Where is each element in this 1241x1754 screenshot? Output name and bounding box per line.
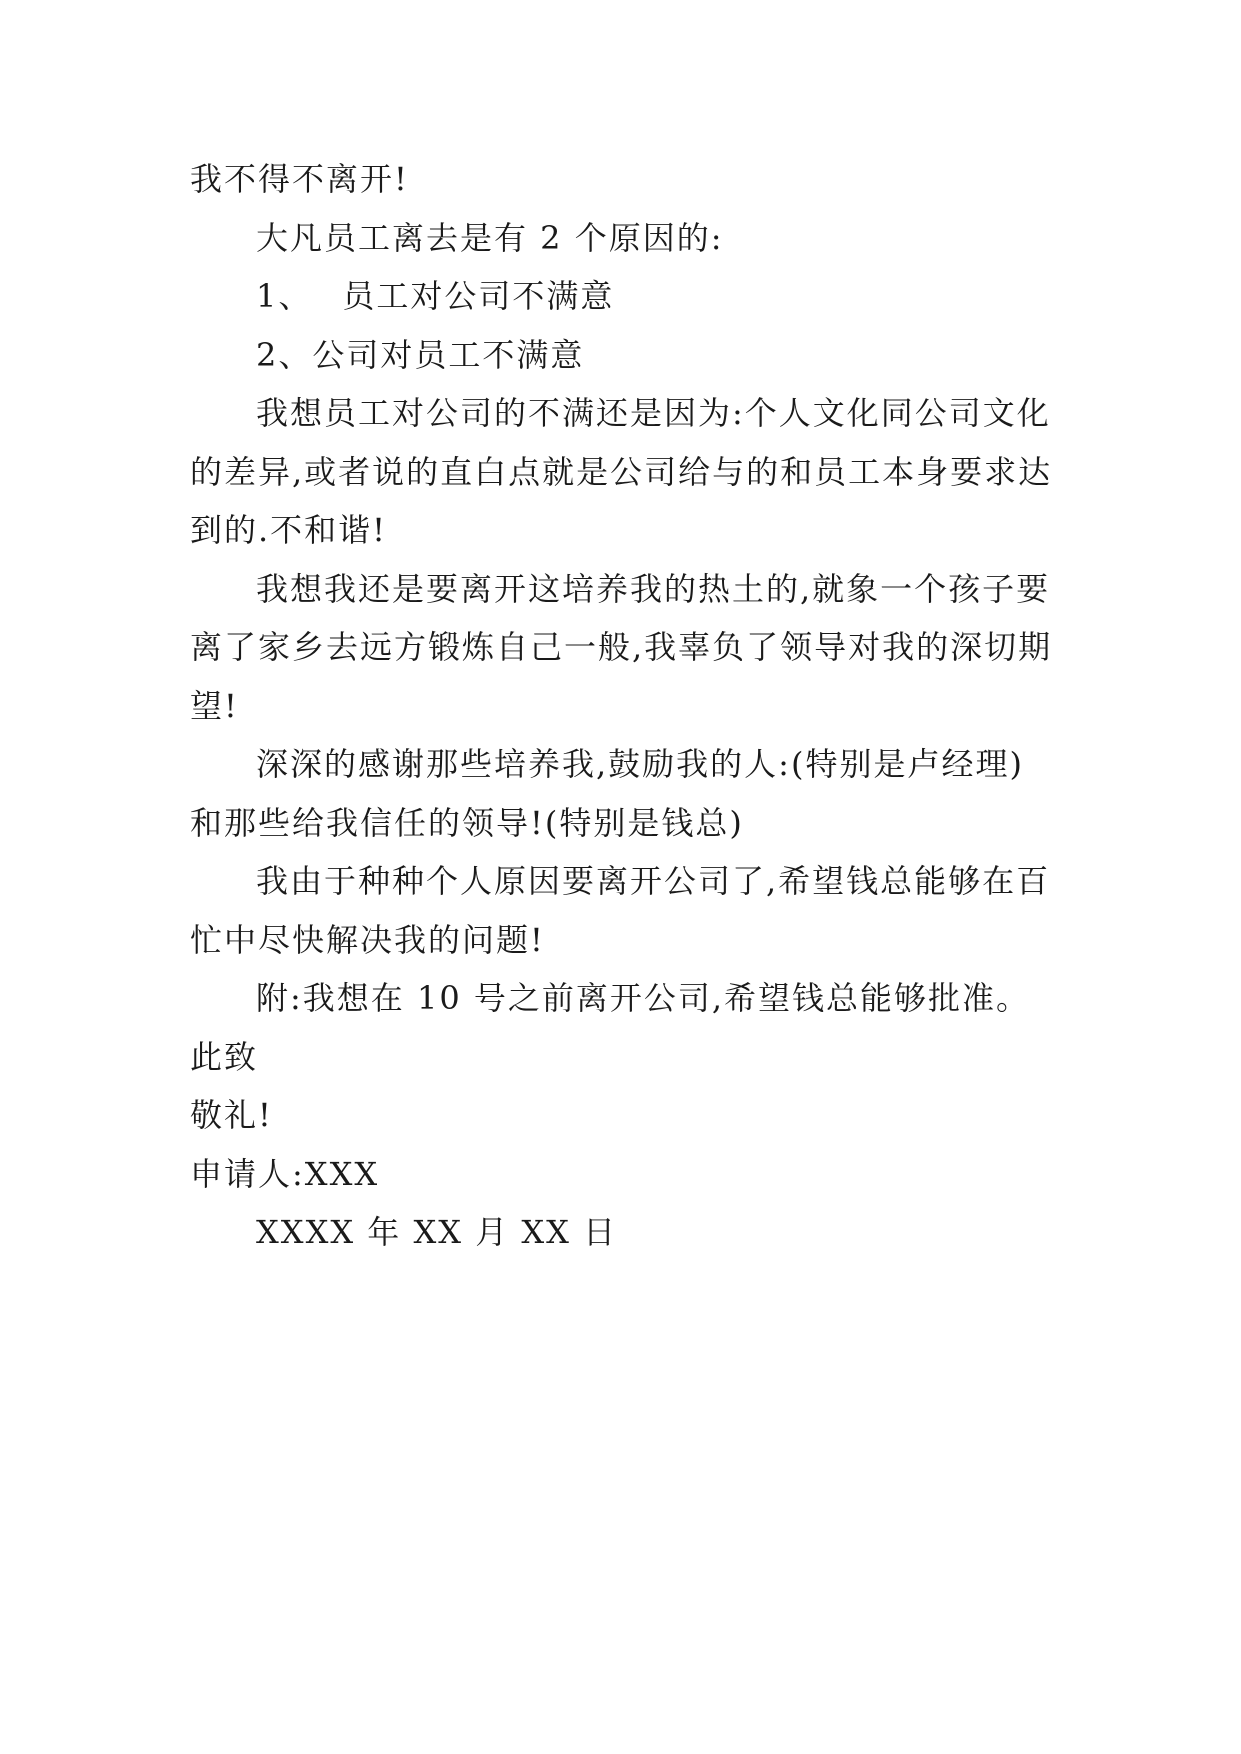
paragraph-line: 离了家乡去远方锻炼自己一般,我辜负了领导对我的深切期 [190, 628, 1053, 666]
signature-date: XXXX 年 XX 月 XX 日 [256, 1213, 618, 1251]
paragraph-line: 附:我想在 10 号之前离开公司,希望钱总能够批准。 [256, 979, 1031, 1017]
paragraph-line: 我不得不离开! [190, 160, 409, 198]
paragraph-line: 我由于种种个人原因要离开公司了,希望钱总能够在百 [256, 862, 1051, 900]
list-item-1 [190, 267, 1060, 326]
paragraph-line: 忙中尽快解决我的问题! [190, 920, 545, 959]
list-text: 员工对公司不满意 [342, 277, 615, 315]
paragraph-line: 到的.不和谐! [190, 511, 388, 549]
paragraph-line: 望! [190, 686, 239, 725]
list-item-2: 2、公司对员工不满意 [256, 335, 585, 374]
closing-salutation: 此致 [190, 1037, 259, 1076]
list-number: 1、 [256, 277, 313, 315]
paragraph-line: 大凡员工离去是有 2 个原因的: [256, 218, 724, 257]
closing-regards: 敬礼! [190, 1096, 273, 1134]
document-page [190, 150, 1060, 1262]
paragraph-line: 深深的感谢那些培养我,鼓励我的人:(特别是卢经理) [256, 745, 1024, 783]
paragraph-line: 和那些给我信任的领导!(特别是钱总) [190, 803, 744, 842]
paragraph-line: 我想员工对公司的不满还是因为:个人文化同公司文化 [256, 394, 1051, 432]
paragraph-line: 我想我还是要离开这培养我的热土的,就象一个孩子要 [256, 569, 1051, 608]
applicant-signature: 申请人:XXX [190, 1154, 380, 1193]
paragraph-line: 的差异,或者说的直白点就是公司给与的和员工本身要求达 [190, 452, 1053, 491]
